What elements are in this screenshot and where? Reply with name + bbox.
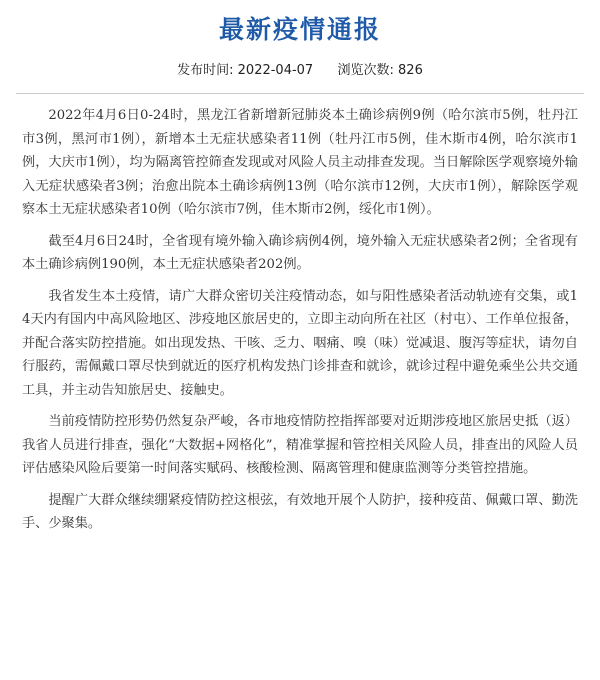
publish-date: 2022-04-07	[237, 63, 314, 78]
article-body	[0, 94, 600, 536]
paragraph-reminder: 提醒广大群众继续绷紧疫情防控这根弦，有效地开展个人防护，接种疫苗、佩戴口罩、勤洗手、少聚集。	[22, 492, 578, 531]
views-count: 826	[398, 63, 423, 78]
page-title: 最新疫情通报	[218, 15, 381, 44]
views-label: 浏览次数:	[337, 63, 394, 78]
paragraph-daily-cases: 2022年4月6日0-24时，黑龙江省新增新冠肺炎本土确诊病例9例（哈尔滨市5例，牡丹江市3例，黑河市1例），新增本土无症状感染者11例（牡丹江市5例，佳木斯市4例，哈尔滨市1例，大庆市1例），均为隔离管控筛查发现或对风险人员主动排查发现。当日解除医学观察境外输入无症状感染者3例；治愈出院本土确诊病例13例（哈尔滨市12例，大庆市1例），解除医学观察本土无症状感染者10例（哈尔滨市7例，佳木斯市2例，绥化市1例）。	[22, 108, 578, 217]
paragraph-public-notice: 我省发生本土疫情，请广大群众密切关注疫情动态，如与阳性感染者活动轨迹有交集，或14天内有国内中高风险地区、涉疫地区旅居史的，立即主动向所在社区（村屯）、工作单位报备，并配合落实防控措施。如出现发热、干咳、乏力、咽痛、嗅（味）觉减退、腹泻等症状，请勿自行服药，需佩戴口罩尽快到就近的医疗机构发热门诊排查和就诊，就诊过程中避免乘坐公共交通工具，并主动告知旅居史、接触史。	[22, 288, 578, 398]
paragraph-current-totals: 截至4月6日24时，全省现有境外输入确诊病例4例，境外输入无症状感染者2例；全省现有本土确诊病例190例，本土无症状感染者202例。	[22, 233, 578, 272]
paragraph-control-measures: 当前疫情防控形势仍然复杂严峻，各市地疫情防控指挥部要对近期涉疫地区旅居史抵（返）我省人员进行排查，强化“大数据+网格化”，精准掌握和管控相关风险人员，排查出的风险人员评估感染风险后要第一时间落实赋码、核酸检测、隔离管理和健康监测等分类管控措施。	[22, 414, 578, 476]
publish-label: 发布时间:	[177, 63, 234, 78]
article-meta	[0, 62, 600, 80]
